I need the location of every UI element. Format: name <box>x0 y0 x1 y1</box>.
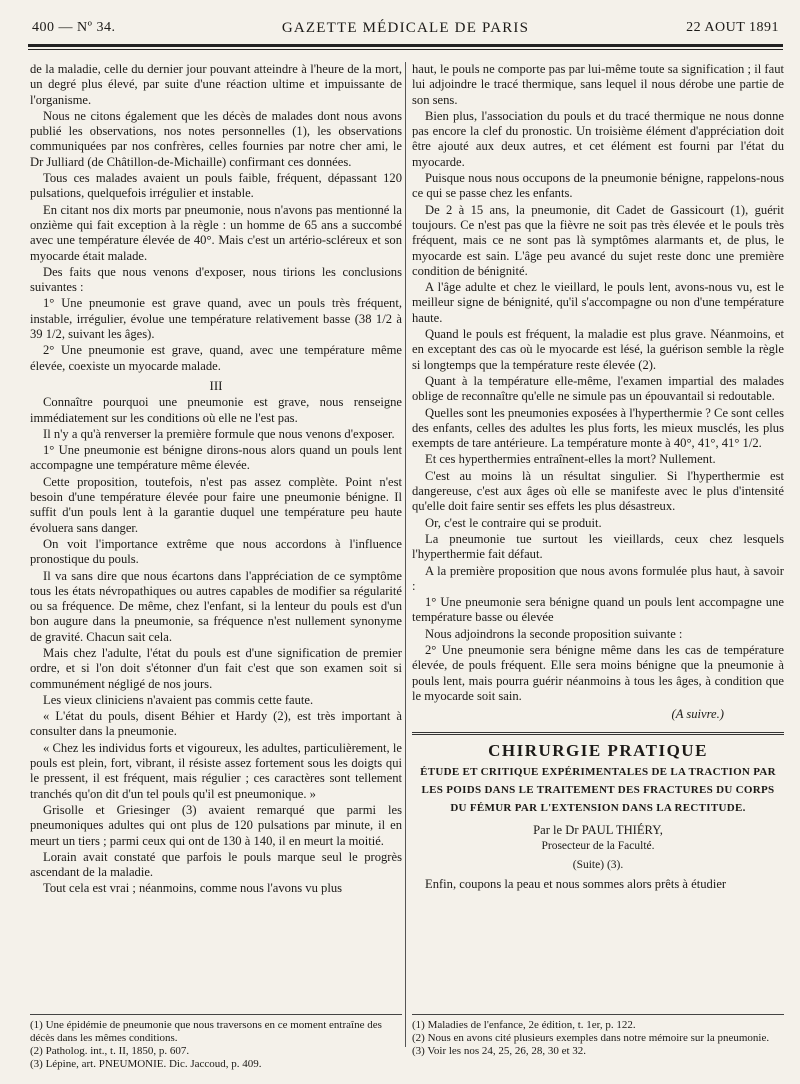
paragraph: On voit l'importance extrême que nous accordons à l'influence pronostique du pouls. <box>30 536 402 567</box>
paragraph: Tous ces malades avaient un pouls faible, fréquent, dépassant 120 pulsations, quelquefois irrégulier et instable. <box>30 171 402 201</box>
paragraph: Il va sans dire que nous écartons dans l'appréciation de ce symptôme tous les états névropathiques ou autres capables de modifier sa régularité ou sa fréquence. De même, chez l'enfant, si la lenteur du pouls est d'un bon augure dans la pneumonie, sa fréquence n'est nullement synonyme de gravité. Chacun sait cela. <box>30 568 402 644</box>
footnote: (3) Voir les nos 24, 25, 26, 28, 30 et 32. <box>412 1045 587 1057</box>
paragraph: Or, c'est le contraire qui se produit. <box>425 515 602 530</box>
author-role: Prosecteur de la Faculté. <box>541 840 655 853</box>
footnote: (2) Patholog. int., t. II, 1850, p. 607. <box>30 1045 190 1057</box>
paragraph: Cette proposition, toutefois, n'est pas assez complète. Point n'est besoin d'une température élevée pour faire une pneumonie bénigne. Il suffit d'un pouls lent à la garantie duquel une température peu haute évoluera sans danger. <box>30 474 402 535</box>
header-rule <box>28 44 783 50</box>
paragraph: Enfin, coupons la peau et nous sommes alors prêts à étudier <box>425 876 727 891</box>
paragraph: Connaître pourquoi une pneumonie est grave, nous renseigne immédiatement sur les conditions où elle ne l'est pas. <box>30 395 402 425</box>
right-column <box>412 62 784 893</box>
paragraph: En citant nos dix morts par pneumonie, nous n'avons pas mentionné la onzième qui fait exception à la règle : un homme de 65 ans a succombé avec une température élevée de 40°. Mais c'est un artério-scléreux et son myocarde était malade. <box>30 202 402 263</box>
paragraph: Mais chez l'adulte, l'état du pouls est d'une signification de premier ordre, et si l'on doit s'étonner d'un fait c'est que son examen soit si communément négligé de nos jours. <box>30 645 402 691</box>
paragraph: Quant à la température elle-même, l'examen impartial des malades oblige de reconnaître qu'elle ne simule pas un épouvantail si redoutable. <box>412 373 784 404</box>
paragraph: C'est au moins là un résultat singulier. Si l'hyperthermie est dangereuse, c'est aux âges où elle se manifeste avec le plus d'intensité qu'elle doit faire sentir ses effets les plus désastreux. <box>412 468 784 514</box>
paragraph: Les vieux cliniciens n'avaient pas commis cette faute. <box>43 692 314 707</box>
footnote: (1) Maladies de l'enfance, 2e édition, t. 1er, p. 122. <box>412 1019 636 1031</box>
paragraph: Grisolle et Griesinger (3) avaient remarqué que parmi les pneumoniques adultes qui ont plus de 120 pulsations par minute, il en meurt un tiers ; parmi ceux qui ont de 130 à 140, il en meurt la moitié. <box>30 802 402 848</box>
paragraph: Il n'y a qu'à renverser la première formule que nous venons d'exposer. <box>43 426 395 441</box>
right-footnotes <box>412 1014 784 1058</box>
paragraph: A l'âge adulte et chez le vieillard, le pouls lent, avons-nous vu, est le meilleur signe de bénignité, qu'il s'accompagne ou non d'une température haute. <box>412 280 784 325</box>
journal-title: GAZETTE MÉDICALE DE PARIS <box>281 20 530 36</box>
paragraph: 1° Une pneumonie est grave quand, avec un pouls très fréquent, instable, irrégulier, évolue une température relativement basse (38 1/2 à 39 1/2, suivant les âges). <box>30 296 402 342</box>
page-header <box>28 18 783 40</box>
continuation-note: (Suite) (3). <box>572 859 624 872</box>
page-number-issue: 400 — Nº 34. <box>32 20 116 35</box>
left-column <box>30 62 402 977</box>
paragraph: Nous ne citons également que les décès de malades dont nous avons publié les observations, nos notes personnelles (1), les observations communiquées par nos confrères, celles fournies par notre cher ami, le Dr Julliard (de Châtillon-de-Michaille) confirmant ces données. <box>30 108 402 169</box>
paragraph: « L'état du pouls, disent Béhier et Hardy (2), est très important à consulter dans la pneumonie. <box>30 709 402 739</box>
paragraph: Quand le pouls est fréquent, la maladie est plus grave. Néanmoins, et en exceptant des cas où le myocarde est lésé, la guérison semble la règle si longtemps que la température reste élevée (2). <box>412 327 784 372</box>
paragraph: A la première proposition que nous avons formulée plus haut, à savoir : <box>412 563 784 593</box>
column-divider <box>405 62 406 1047</box>
section-heading: III <box>209 377 223 393</box>
paragraph: Quelles sont les pneumonies exposées à l'hyperthermie ? Ce sont celles des enfants, celles des adultes les plus forts, les mieux musclés, les plus exempts de tare antérieure. La température monte à 40°, 41°, 41° 1/2. <box>412 405 784 451</box>
paragraph: Bien plus, l'association du pouls et du tracé thermique ne nous donne pas encore la clef du pronostic. Un troisième élément d'appréciation doit être ajouté aux deux autres, et cet élément est fourni par l'état du myocarde. <box>412 108 784 169</box>
paragraph: De 2 à 15 ans, la pneumonie, dit Cadet de Gassicourt (1), guérit toujours. Ce n'est pas que la fièvre ne soit pas très élevée et le pouls très fréquent, mais ce ne sont pas là symptômes alarmants et, de plus, le myocarde est sain. L'âge peu avancé du sujet reste donc une première condition de bénignité. <box>412 202 784 278</box>
to-be-continued: (A suivre.) <box>671 707 724 722</box>
paragraph: Nous adjoindrons la seconde proposition suivante : <box>425 626 683 641</box>
paragraph: 2° Une pneumonie est grave, quand, avec une température même élevée, coexiste un myocarde malade. <box>30 343 402 373</box>
paragraph: Et ces hyperthermies entraînent-elles la mort? Nullement. <box>425 452 716 467</box>
paragraph: Des faits que nous venons d'exposer, nous tirions les conclusions suivantes : <box>30 264 402 295</box>
issue-date: 22 AOUT 1891 <box>686 20 779 35</box>
paragraph: 2° Une pneumonie sera bénigne même dans les cas de température élevée, de pouls fréquent. Elle sera moins bénigne que la pneumonie à pouls lent, mais pourra guérir néanmoins à tous les âges, à condition que le myocarde soit sain. <box>412 642 784 703</box>
paragraph: 1° Une pneumonie sera bénigne quand un pouls lent accompagne une température basse ou élevée <box>412 595 784 625</box>
paragraph: « Chez les individus forts et vigoureux, les adultes, particulièrement, le pouls est plein, fort, vibrant, il résiste assez fortement sous les doigts qui le pressent, il est fréquent, mais régulier ; ces caractères sont tellement tranchés qu'on dit d'un tel pouls qu'il est pneumonique. » <box>30 740 402 801</box>
paragraph: 1° Une pneumonie est bénigne dirons-nous alors quand un pouls lent accompagne une température même élevée. <box>30 443 402 473</box>
section-title: CHIRURGIE PRATIQUE <box>488 741 708 761</box>
paragraph: haut, le pouls ne comporte pas par lui-même toute sa signification ; il faut lui adjoindre le tracé thermique, sans lequel il nous dérobe une partie de son sens. <box>412 62 784 107</box>
footnote: (3) Lépine, art. PNEUMONIE. Dic. Jaccoud, p. 409. <box>30 1058 262 1070</box>
paragraph: Puisque nous nous occupons de la pneumonie bénigne, rappelons-nous ce qui se passe chez les enfants. <box>412 171 784 201</box>
footnote: (2) Nous en avons cité plusieurs exemples dans notre mémoire sur la pneumonie. <box>412 1032 770 1044</box>
section-rule <box>412 732 784 735</box>
paragraph: La pneumonie tue surtout les vieillards, ceux chez lesquels l'hyperthermie fait défaut. <box>412 531 784 562</box>
paragraph: de la maladie, celle du dernier jour pouvant atteindre à l'heure de la mort, un degré plus élevé, par suite d'une réaction ultime et impuissante de l'organisme. <box>30 62 402 107</box>
footnote: (1) Une épidémie de pneumonie que nous traversons en ce moment entraîne des décès dans les mêmes conditions. <box>30 1019 382 1044</box>
author-byline: Par le Dr PAUL THIÉRY, <box>533 822 663 837</box>
paragraph: Lorain avait constaté que parfois le pouls marque seul le progrès ascendant de la maladie. <box>30 849 402 880</box>
left-footnotes <box>30 1014 402 1071</box>
article-subtitle: ÉTUDE ET CRITIQUE EXPÉRIMENTALES DE LA TRACTION PAR LES POIDS DANS LE TRAITEMENT DES FRACTURES DU CORPS DU FÉMUR PAR L'EXTENSION DANS LA RECTITUDE. <box>420 765 776 814</box>
paragraph: Tout cela est vrai ; néanmoins, comme nous l'avons vu plus <box>43 881 343 896</box>
